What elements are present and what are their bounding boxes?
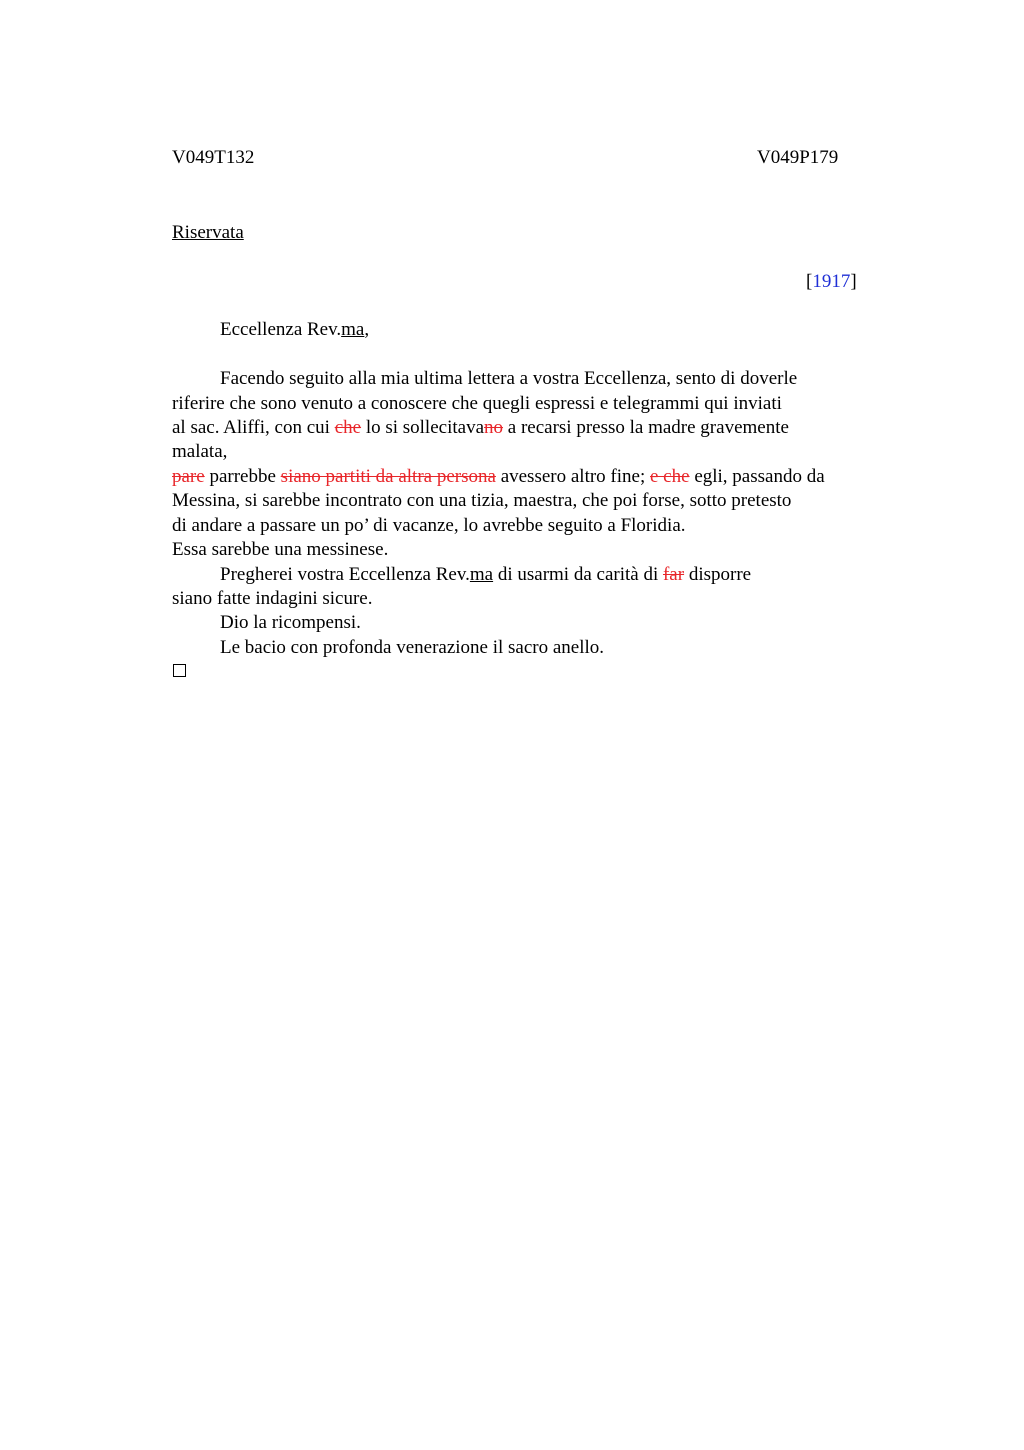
deleted-text: e che [650, 466, 690, 487]
body-line-3 [172, 416, 789, 440]
classification-label: Riservata [172, 222, 244, 243]
deleted-text: pare [172, 466, 205, 487]
body-line-12: Le bacio con profonda venerazione il sacro anello. [220, 637, 605, 658]
deleted-text: far [662, 564, 685, 585]
body-line-9 [220, 563, 751, 587]
text-segment: parrebbe [204, 466, 281, 487]
header-left-code: V049T132 [172, 147, 255, 168]
body-line-7: di andare a passare un po’ di vacanze, lo avrebbe seguito a Floridia. [172, 515, 686, 536]
salutation-abbr: ma [341, 319, 365, 340]
date-year: 1917 [812, 271, 851, 292]
body-line-11: Dio la ricompensi. [220, 612, 361, 633]
text-segment: di usarmi da carità di [493, 564, 663, 585]
salutation [220, 318, 369, 342]
letter-date [806, 270, 857, 294]
text-segment: egli, passando da [689, 466, 825, 487]
body-line-8: Essa sarebbe una messinese. [172, 539, 389, 560]
body-line-1: Facendo seguito alla mia ultima lettera a vostra Eccellenza, sento di doverle [220, 368, 798, 389]
text-segment: disporre [684, 564, 752, 585]
salutation-text: Eccellenza Rev. [220, 319, 342, 340]
deleted-text: siano partiti da altra persona [280, 466, 496, 487]
body-line-10: siano fatte indagini sicure. [172, 588, 373, 609]
body-line-2: riferire che sono venuto a conoscere che quegli espressi e telegrammi qui inviati [172, 393, 782, 414]
deleted-text: che [334, 417, 362, 438]
body-line-4: malata, [172, 441, 228, 462]
text-segment: avessero altro fine; [495, 466, 650, 487]
header-right-code: V049P179 [757, 147, 839, 168]
body-line-6: Messina, si sarebbe incontrato con una tizia, maestra, che poi forse, sotto pretesto [172, 490, 792, 511]
text-segment: al sac. Aliffi, con cui [172, 417, 335, 438]
abbr-text: ma [469, 564, 494, 585]
text-segment: a recarsi presso la madre gravemente [503, 417, 789, 438]
deleted-text: no [484, 417, 504, 438]
checkbox-icon[interactable] [173, 664, 186, 677]
date-close-bracket: ] [850, 271, 857, 292]
text-segment: lo si sollecitava [361, 417, 485, 438]
text-segment: Pregherei vostra Eccellenza Rev. [220, 564, 470, 585]
date-open-bracket: [ [806, 271, 813, 292]
salutation-punct: , [364, 319, 370, 340]
body-line-5 [172, 465, 825, 489]
